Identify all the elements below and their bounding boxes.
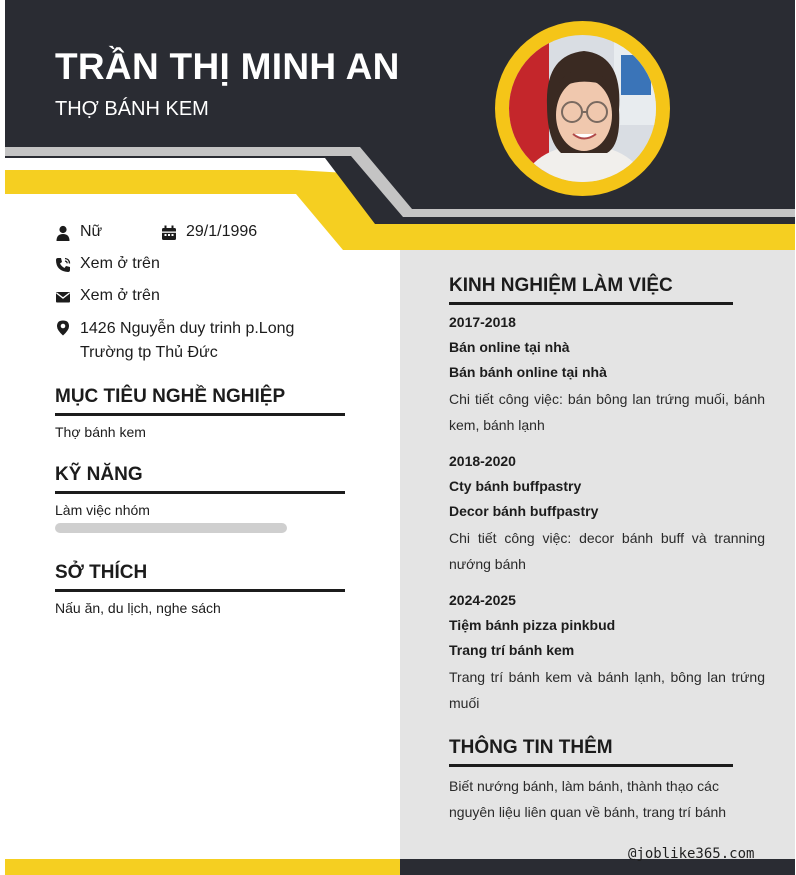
watermark: @joblike365.com	[628, 846, 755, 862]
job-position: Decor bánh buffpastry	[449, 503, 599, 519]
address-row	[55, 317, 320, 365]
user-icon	[55, 225, 71, 241]
gender-value: Nữ	[80, 223, 103, 240]
header-decoration	[0, 0, 796, 260]
phone-value: Xem ở trên	[80, 255, 160, 272]
map-pin-icon	[55, 320, 71, 336]
additional-divider	[449, 764, 733, 767]
objective-text: Thợ bánh kem	[55, 424, 146, 440]
job-years: 2018-2020	[449, 453, 516, 469]
job-position: Trang trí bánh kem	[449, 642, 575, 658]
phone-icon	[55, 257, 71, 273]
job-description: Trang trí bánh kem và bánh lạnh, bông lan trứng muối	[449, 669, 765, 711]
job-description: Chi tiết công việc: decor bánh buff và tranning nướng bánh	[449, 530, 765, 572]
skill-level-bar	[55, 523, 287, 533]
job-entry	[449, 450, 765, 577]
job-company: Bán online tại nhà	[449, 339, 570, 355]
job-years: 2024-2025	[449, 592, 516, 608]
email-value: Xem ở trên	[80, 287, 160, 304]
email-row	[55, 287, 160, 305]
phone-row	[55, 255, 160, 273]
job-company: Cty bánh buffpastry	[449, 478, 582, 494]
hobbies-title: SỞ THÍCH	[55, 562, 148, 583]
job-description: Chi tiết công việc: bán bông lan trứng muối, bánh kem, bánh lạnh	[449, 391, 765, 433]
candidate-name: TRẦN THỊ MINH AN	[55, 46, 400, 87]
avatar	[509, 35, 656, 182]
job-position: Bán bánh online tại nhà	[449, 364, 607, 380]
calendar-icon	[161, 225, 177, 241]
birthdate-row	[161, 223, 257, 241]
gender-row	[55, 223, 102, 241]
job-entry	[449, 311, 765, 438]
footer-accent-bar	[5, 859, 400, 875]
skill-name: Làm việc nhóm	[55, 502, 150, 518]
experience-divider	[449, 302, 733, 305]
objective-title: MỤC TIÊU NGHỀ NGHIỆP	[55, 386, 286, 407]
additional-title: THÔNG TIN THÊM	[449, 737, 613, 758]
job-company: Tiệm bánh pizza pinkbud	[449, 617, 616, 633]
birthdate-value: 29/1/1996	[186, 223, 258, 240]
job-years: 2017-2018	[449, 314, 516, 330]
additional-text: Biết nướng bánh, làm bánh, thành thạo các nguyên liệu liên quan về bánh, trang trí bánh	[449, 778, 727, 820]
objective-divider	[55, 413, 345, 416]
envelope-icon	[55, 289, 71, 305]
experience-title: KINH NGHIỆM LÀM VIỆC	[449, 275, 673, 296]
skills-divider	[55, 491, 345, 494]
address-value: 1426 Nguyễn duy trinh p.Long Trường tp Thủ Đức	[80, 320, 295, 361]
skills-title: KỸ NĂNG	[55, 464, 143, 485]
hobbies-divider	[55, 589, 345, 592]
candidate-role: THỢ BÁNH KEM	[55, 98, 209, 120]
job-entry	[449, 589, 765, 716]
hobbies-text: Nấu ăn, du lịch, nghe sách	[55, 600, 221, 616]
